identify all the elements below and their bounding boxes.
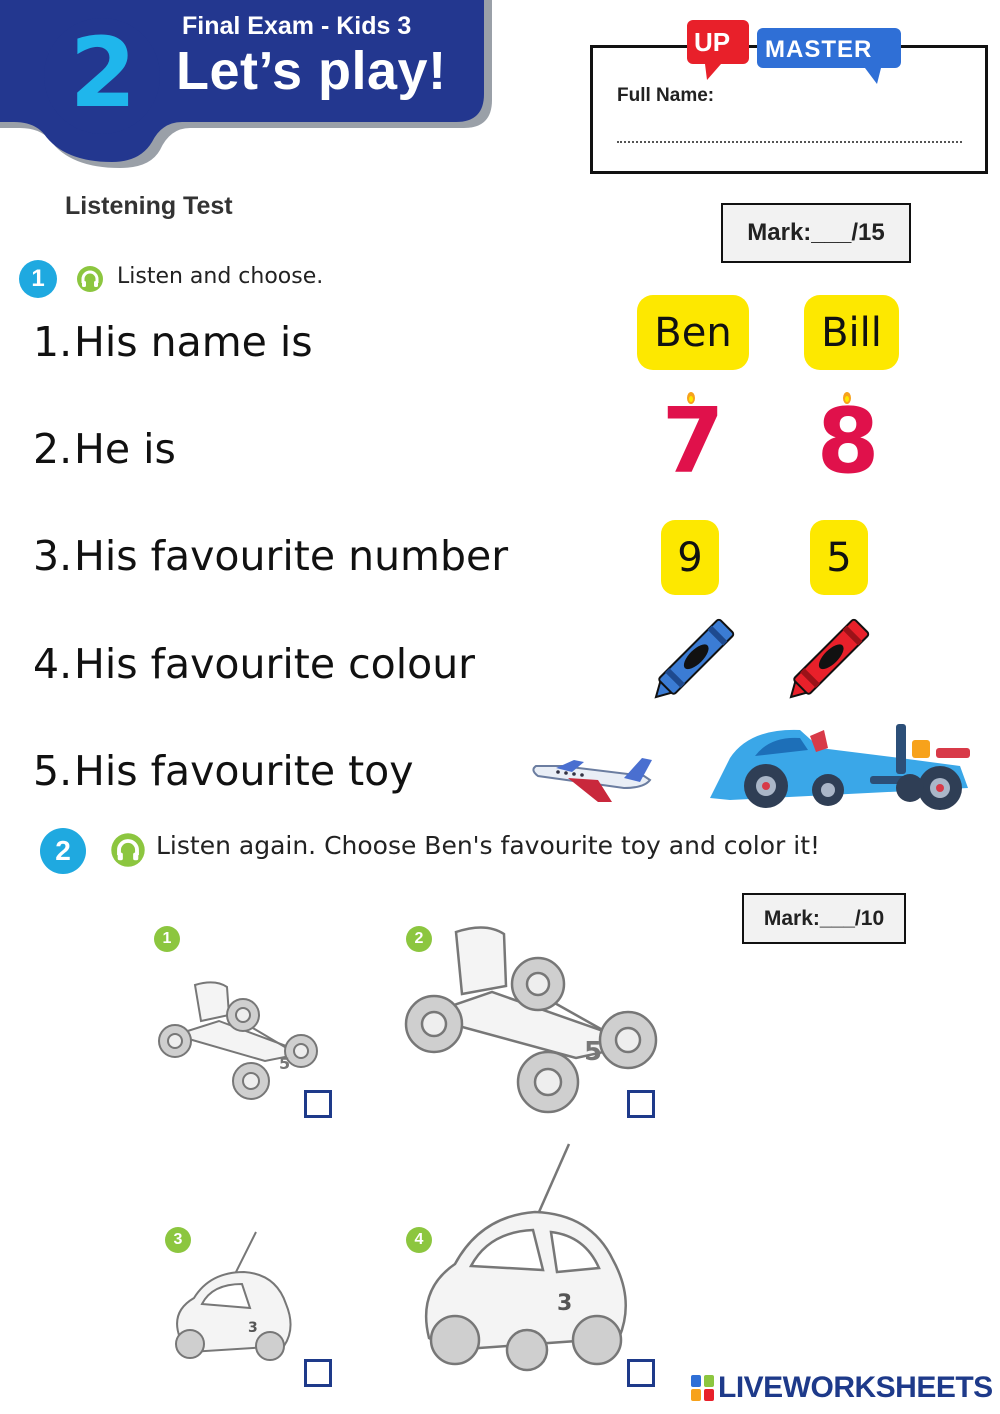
small-go-kart-drawing bbox=[155, 975, 325, 1105]
question-number: 5. bbox=[33, 747, 73, 795]
toy-2-checkbox[interactable] bbox=[627, 1090, 655, 1118]
activity2-instruction: Listen again. Choose Ben's favourite toy and color it! bbox=[156, 831, 821, 860]
unit-title: Let’s play! bbox=[176, 41, 447, 101]
mark-box-activity2: Mark:___/10 bbox=[742, 893, 906, 944]
red-crayon-icon[interactable] bbox=[780, 612, 875, 710]
toy-number-badge: 3 bbox=[165, 1227, 191, 1253]
toy-1-checkbox[interactable] bbox=[304, 1090, 332, 1118]
toy-4-checkbox[interactable] bbox=[627, 1359, 655, 1387]
activity2-number: 2 bbox=[40, 828, 86, 874]
large-radio-car-drawing bbox=[415, 1140, 637, 1378]
activity1-instruction: Listen and choose. bbox=[117, 264, 324, 289]
toy-number-badge: 1 bbox=[154, 926, 180, 952]
car-number-label: 3 bbox=[248, 1320, 258, 1336]
option-number-5[interactable]: 5 bbox=[810, 520, 868, 595]
toy-number-badge: 2 bbox=[406, 926, 432, 952]
option-number-9[interactable]: 9 bbox=[661, 520, 719, 595]
toy-3-checkbox[interactable] bbox=[304, 1359, 332, 1387]
option-ben[interactable]: Ben bbox=[637, 295, 749, 370]
unit-number: 2 bbox=[69, 17, 137, 129]
headphones-icon bbox=[76, 265, 104, 293]
blue-crayon-icon[interactable] bbox=[645, 612, 740, 710]
car-number-label: 5 bbox=[279, 1054, 291, 1073]
mark-box-activity1: Mark:___/15 bbox=[721, 203, 911, 263]
headphones-icon bbox=[110, 832, 146, 868]
brand-master: MASTER bbox=[765, 36, 873, 63]
large-go-kart-drawing bbox=[400, 920, 662, 1118]
exam-title: Final Exam - Kids 3 bbox=[182, 12, 412, 40]
liveworksheets-logo[interactable]: LIVEWORKSHEETS bbox=[718, 1371, 993, 1404]
plane-icon[interactable] bbox=[528, 748, 656, 806]
toy-number-badge: 4 bbox=[406, 1227, 432, 1253]
liveworksheets-logo-icon bbox=[690, 1374, 716, 1402]
activity1-number: 1 bbox=[19, 260, 57, 298]
option-bill[interactable]: Bill bbox=[804, 295, 899, 370]
question-number: 1. bbox=[33, 318, 73, 366]
option-age-7[interactable]: 7 bbox=[661, 389, 725, 494]
brand-up: UP bbox=[694, 27, 731, 57]
question-text: He is bbox=[74, 425, 176, 473]
question-text: His favourite toy bbox=[74, 747, 414, 795]
small-radio-car-drawing bbox=[160, 1228, 300, 1370]
full-name-label: Full Name: bbox=[617, 85, 715, 106]
car-number-label: 5 bbox=[584, 1037, 603, 1067]
question-number: 4. bbox=[33, 640, 73, 688]
section-title: Listening Test bbox=[65, 192, 233, 220]
full-name-field[interactable] bbox=[617, 140, 962, 143]
car-number-label: 3 bbox=[557, 1291, 573, 1316]
option-age-8[interactable]: 8 bbox=[816, 389, 880, 494]
question-number: 3. bbox=[33, 532, 73, 580]
question-text: His favourite colour bbox=[74, 640, 476, 688]
question-text: His name is bbox=[74, 318, 313, 366]
question-text: His favourite number bbox=[74, 532, 509, 580]
go-kart-icon[interactable] bbox=[700, 718, 980, 813]
question-number: 2. bbox=[33, 425, 73, 473]
